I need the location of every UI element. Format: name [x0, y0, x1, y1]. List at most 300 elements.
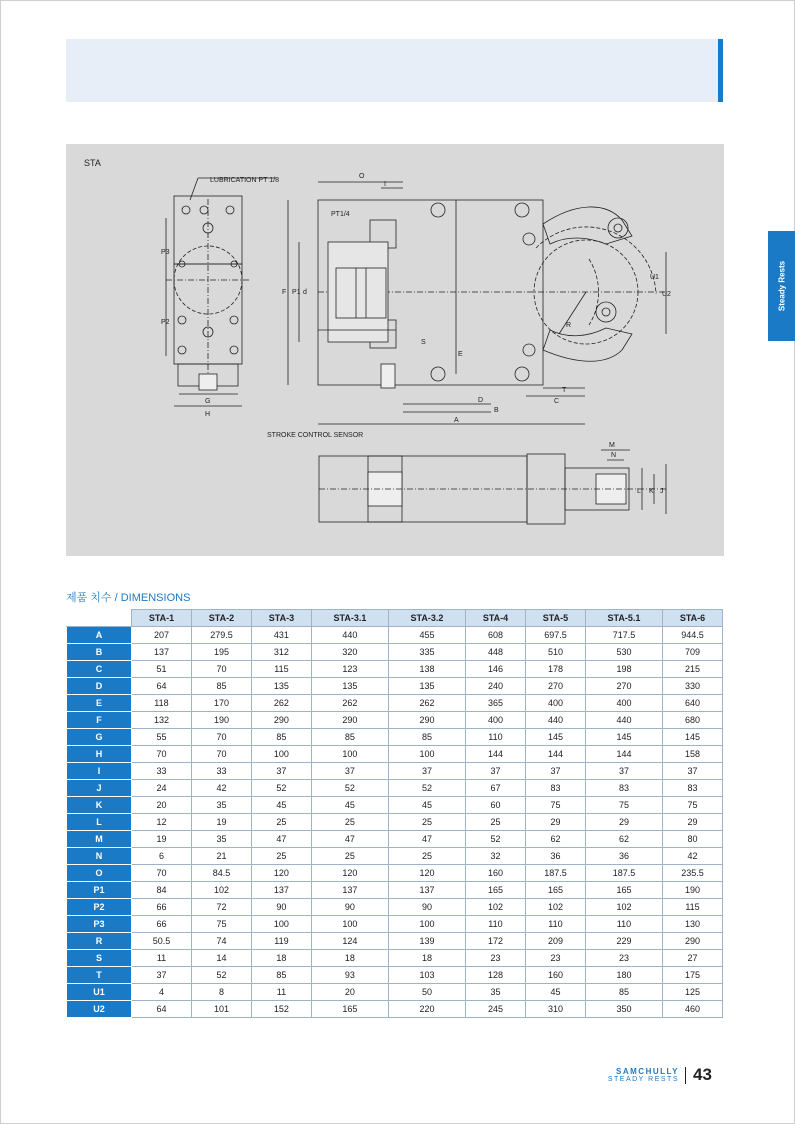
table-cell: 160 [525, 967, 585, 984]
table-row [67, 729, 723, 746]
table-cell: 165 [311, 1001, 388, 1018]
table-cell: 25 [311, 848, 388, 865]
table-cell: 187.5 [585, 865, 662, 882]
table-cell: 37 [466, 763, 526, 780]
table-cell: 47 [311, 831, 388, 848]
table-cell: 135 [388, 678, 465, 695]
drawing-svg [66, 144, 724, 556]
table-cell: 310 [525, 1001, 585, 1018]
table-cell: 83 [585, 780, 662, 797]
table-cell: 400 [466, 712, 526, 729]
table-cell: 431 [251, 627, 311, 644]
table-cell: 19 [191, 814, 251, 831]
table-row [67, 1001, 723, 1018]
table-cell: 25 [466, 814, 526, 831]
table-cell: 37 [585, 763, 662, 780]
table-cell: 717.5 [585, 627, 662, 644]
table-cell: 25 [388, 848, 465, 865]
table-row [67, 916, 723, 933]
table-cell: 55 [132, 729, 192, 746]
table-cell: 25 [311, 814, 388, 831]
row-label: L [67, 814, 132, 831]
table-cell: 128 [466, 967, 526, 984]
table-cell: 160 [466, 865, 526, 882]
dim-p1: P1 [292, 289, 301, 296]
table-cell: 220 [388, 1001, 465, 1018]
table-cell: 110 [525, 916, 585, 933]
table-cell: 52 [191, 967, 251, 984]
dim-i: I [384, 181, 386, 188]
row-label: U1 [67, 984, 132, 1001]
table-cell: 132 [132, 712, 192, 729]
footer-brand [583, 1067, 679, 1083]
dim-s: S [421, 339, 426, 346]
table-cell: 262 [311, 695, 388, 712]
table-cell: 36 [585, 848, 662, 865]
table-cell: 84 [132, 882, 192, 899]
dimensions-title: 제품 치수 / DIMENSIONS [66, 592, 191, 604]
table-cell: 24 [132, 780, 192, 797]
column-header: STA-3.1 [311, 610, 388, 627]
table-cell: 440 [311, 627, 388, 644]
row-label: A [67, 627, 132, 644]
column-header: STA-5 [525, 610, 585, 627]
dim-j: J [660, 488, 664, 495]
row-label: N [67, 848, 132, 865]
table-cell: 100 [311, 916, 388, 933]
table-row [67, 831, 723, 848]
callout-lubrication: LUBRICATION PT 1/8 [210, 177, 279, 184]
table-cell: 135 [311, 678, 388, 695]
table-cell: 101 [191, 1001, 251, 1018]
dim-c: C [554, 398, 560, 405]
table-cell: 145 [662, 729, 722, 746]
table-cell: 4 [132, 984, 192, 1001]
table-cell: 510 [525, 644, 585, 661]
table-cell: 365 [466, 695, 526, 712]
header-band [66, 39, 723, 102]
dimensions-header-row [67, 610, 723, 627]
column-header: STA-2 [191, 610, 251, 627]
table-cell: 100 [251, 916, 311, 933]
table-cell: 70 [132, 746, 192, 763]
table-cell: 103 [388, 967, 465, 984]
dim-t: T [562, 387, 567, 394]
table-cell: 270 [585, 678, 662, 695]
table-cell: 152 [251, 1001, 311, 1018]
table-cell: 45 [388, 797, 465, 814]
table-cell: 29 [525, 814, 585, 831]
table-cell: 115 [251, 661, 311, 678]
table-cell: 198 [585, 661, 662, 678]
table-cell: 11 [251, 984, 311, 1001]
table-cell: 100 [388, 916, 465, 933]
dim-f: F [282, 289, 287, 296]
table-cell: 330 [662, 678, 722, 695]
table-cell: 64 [132, 1001, 192, 1018]
table-cell: 455 [388, 627, 465, 644]
table-cell: 207 [132, 627, 192, 644]
table-cell: 290 [311, 712, 388, 729]
table-cell: 229 [585, 933, 662, 950]
table-cell: 144 [525, 746, 585, 763]
table-cell: 138 [388, 661, 465, 678]
table-cell: 125 [662, 984, 722, 1001]
dim-m: M [609, 442, 615, 449]
dim-p2: P2 [161, 319, 170, 326]
row-label: G [67, 729, 132, 746]
table-cell: 178 [525, 661, 585, 678]
table-cell: 102 [191, 882, 251, 899]
table-row [67, 950, 723, 967]
dim-d-upper: D [478, 397, 484, 404]
column-header: STA-6 [662, 610, 722, 627]
table-cell: 195 [191, 644, 251, 661]
table-cell: 42 [191, 780, 251, 797]
table-cell: 209 [525, 933, 585, 950]
table-cell: 52 [466, 831, 526, 848]
table-cell: 37 [662, 763, 722, 780]
row-label: B [67, 644, 132, 661]
table-cell: 6 [132, 848, 192, 865]
table-cell: 262 [251, 695, 311, 712]
row-label: F [67, 712, 132, 729]
table-cell: 130 [662, 916, 722, 933]
table-cell: 18 [251, 950, 311, 967]
table-cell: 144 [585, 746, 662, 763]
table-row [67, 780, 723, 797]
model-label: STA [84, 158, 101, 168]
table-cell: 35 [191, 831, 251, 848]
table-cell: 120 [251, 865, 311, 882]
table-cell: 115 [662, 899, 722, 916]
table-cell: 21 [191, 848, 251, 865]
table-cell: 118 [132, 695, 192, 712]
table-cell: 25 [251, 814, 311, 831]
table-cell: 90 [251, 899, 311, 916]
table-cell: 137 [311, 882, 388, 899]
dim-d: d [303, 289, 307, 296]
table-cell: 29 [662, 814, 722, 831]
table-cell: 35 [191, 797, 251, 814]
table-cell: 33 [132, 763, 192, 780]
row-label: K [67, 797, 132, 814]
table-cell: 120 [388, 865, 465, 882]
dim-n: N [611, 452, 617, 459]
table-cell: 100 [388, 746, 465, 763]
table-cell: 20 [132, 797, 192, 814]
column-header: STA-3 [251, 610, 311, 627]
table-cell: 350 [585, 1001, 662, 1018]
table-cell: 27 [662, 950, 722, 967]
table-cell: 62 [585, 831, 662, 848]
table-cell: 19 [132, 831, 192, 848]
table-row [67, 848, 723, 865]
table-cell: 146 [466, 661, 526, 678]
row-label: I [67, 763, 132, 780]
table-cell: 11 [132, 950, 192, 967]
table-cell: 102 [525, 899, 585, 916]
table-cell: 135 [251, 678, 311, 695]
table-cell: 42 [662, 848, 722, 865]
table-cell: 944.5 [662, 627, 722, 644]
table-cell: 83 [525, 780, 585, 797]
table-cell: 14 [191, 950, 251, 967]
table-cell: 120 [311, 865, 388, 882]
table-cell: 290 [251, 712, 311, 729]
table-cell: 37 [251, 763, 311, 780]
table-cell: 93 [311, 967, 388, 984]
table-cell: 640 [662, 695, 722, 712]
front-view [166, 178, 276, 406]
table-row [67, 746, 723, 763]
dim-u1: U1 [650, 274, 659, 281]
table-cell: 75 [662, 797, 722, 814]
table-cell: 697.5 [525, 627, 585, 644]
table-cell: 90 [311, 899, 388, 916]
table-cell: 335 [388, 644, 465, 661]
table-row [67, 644, 723, 661]
table-cell: 139 [388, 933, 465, 950]
column-header: STA-1 [132, 610, 192, 627]
table-cell: 180 [585, 967, 662, 984]
table-cell: 190 [191, 712, 251, 729]
table-cell: 290 [662, 933, 722, 950]
table-cell: 70 [191, 729, 251, 746]
table-cell: 25 [251, 848, 311, 865]
table-cell: 75 [585, 797, 662, 814]
table-row [67, 882, 723, 899]
table-cell: 440 [525, 712, 585, 729]
table-cell: 52 [388, 780, 465, 797]
table-cell: 320 [311, 644, 388, 661]
row-label: R [67, 933, 132, 950]
table-cell: 165 [525, 882, 585, 899]
table-cell: 52 [311, 780, 388, 797]
brand-tagline: STEADY RESTS [607, 1076, 679, 1083]
dim-l: L [637, 488, 641, 495]
table-cell: 100 [251, 746, 311, 763]
table-row [67, 984, 723, 1001]
dim-b: B [494, 407, 499, 414]
table-cell: 35 [466, 984, 526, 1001]
table-cell: 36 [525, 848, 585, 865]
table-cell: 33 [191, 763, 251, 780]
row-label: U2 [67, 1001, 132, 1018]
table-cell: 60 [466, 797, 526, 814]
table-row [67, 967, 723, 984]
table-cell: 52 [251, 780, 311, 797]
table-cell: 102 [466, 899, 526, 916]
dim-r: R [566, 322, 572, 329]
side-view [288, 182, 666, 424]
row-label: D [67, 678, 132, 695]
table-cell: 50 [388, 984, 465, 1001]
table-cell: 158 [662, 746, 722, 763]
row-label: T [67, 967, 132, 984]
table-cell: 709 [662, 644, 722, 661]
table-cell: 175 [662, 967, 722, 984]
table-cell: 64 [132, 678, 192, 695]
dim-o: O [359, 173, 365, 180]
row-label: P1 [67, 882, 132, 899]
table-cell: 70 [191, 746, 251, 763]
table-row [67, 627, 723, 644]
table-cell: 270 [525, 678, 585, 695]
table-cell: 190 [662, 882, 722, 899]
table-cell: 18 [388, 950, 465, 967]
table-cell: 37 [388, 763, 465, 780]
dim-g: G [205, 398, 211, 405]
table-row [67, 865, 723, 882]
table-cell: 102 [585, 899, 662, 916]
table-cell: 23 [466, 950, 526, 967]
table-cell: 262 [388, 695, 465, 712]
table-cell: 51 [132, 661, 192, 678]
table-cell: 12 [132, 814, 192, 831]
table-cell: 145 [525, 729, 585, 746]
table-cell: 165 [585, 882, 662, 899]
page-number: 43 [693, 1065, 712, 1084]
table-cell: 85 [585, 984, 662, 1001]
brand-name: SAMCHULLY [616, 1067, 679, 1076]
table-cell: 66 [132, 899, 192, 916]
table-cell: 144 [466, 746, 526, 763]
row-label: P3 [67, 916, 132, 933]
table-row [67, 899, 723, 916]
table-cell: 74 [191, 933, 251, 950]
table-cell: 45 [311, 797, 388, 814]
table-cell: 137 [251, 882, 311, 899]
table-cell: 45 [251, 797, 311, 814]
table-cell: 90 [388, 899, 465, 916]
column-header: STA-5.1 [585, 610, 662, 627]
table-cell: 37 [132, 967, 192, 984]
table-cell: 47 [251, 831, 311, 848]
table-cell: 124 [311, 933, 388, 950]
table-cell: 80 [662, 831, 722, 848]
table-cell: 70 [132, 865, 192, 882]
table-cell: 235.5 [662, 865, 722, 882]
table-cell: 75 [191, 916, 251, 933]
table-cell: 85 [311, 729, 388, 746]
dim-p3: P3 [161, 249, 170, 256]
table-cell: 123 [311, 661, 388, 678]
table-cell: 18 [311, 950, 388, 967]
table-cell: 119 [251, 933, 311, 950]
column-header: STA-3.2 [388, 610, 465, 627]
table-cell: 170 [191, 695, 251, 712]
table-row [67, 814, 723, 831]
table-cell: 85 [251, 729, 311, 746]
table-cell: 400 [525, 695, 585, 712]
row-label: J [67, 780, 132, 797]
dim-k: K [649, 488, 654, 495]
table-cell: 85 [191, 678, 251, 695]
table-cell: 279.5 [191, 627, 251, 644]
table-cell: 66 [132, 916, 192, 933]
table-cell: 448 [466, 644, 526, 661]
callout-stroke-sensor: STROKE CONTROL SENSOR [267, 432, 364, 439]
table-row [67, 763, 723, 780]
table-cell: 70 [191, 661, 251, 678]
table-cell: 680 [662, 712, 722, 729]
dimensions-table [66, 609, 723, 1018]
table-cell: 187.5 [525, 865, 585, 882]
table-cell: 290 [388, 712, 465, 729]
table-cell: 84.5 [191, 865, 251, 882]
table-row [67, 661, 723, 678]
table-cell: 32 [466, 848, 526, 865]
table-cell: 20 [311, 984, 388, 1001]
table-cell: 29 [585, 814, 662, 831]
table-cell: 460 [662, 1001, 722, 1018]
table-cell: 72 [191, 899, 251, 916]
row-label: M [67, 831, 132, 848]
table-row [67, 933, 723, 950]
table-cell: 23 [585, 950, 662, 967]
table-cell: 50.5 [132, 933, 192, 950]
table-cell: 23 [525, 950, 585, 967]
table-cell: 67 [466, 780, 526, 797]
footer-divider [685, 1067, 686, 1084]
table-cell: 440 [585, 712, 662, 729]
table-cell: 47 [388, 831, 465, 848]
table-cell: 37 [525, 763, 585, 780]
row-label: H [67, 746, 132, 763]
table-cell: 240 [466, 678, 526, 695]
top-view [319, 450, 666, 524]
section-tab[interactable] [768, 231, 795, 341]
row-label: E [67, 695, 132, 712]
table-cell: 25 [388, 814, 465, 831]
dim-a: A [454, 417, 459, 424]
table-cell: 75 [525, 797, 585, 814]
row-label: O [67, 865, 132, 882]
table-cell: 100 [311, 746, 388, 763]
header-accent-bar [718, 39, 723, 102]
dim-u2: U2 [662, 291, 671, 298]
table-cell: 608 [466, 627, 526, 644]
table-row [67, 678, 723, 695]
table-cell: 110 [585, 916, 662, 933]
table-cell: 400 [585, 695, 662, 712]
callout-pt14: PT1/4 [331, 211, 350, 218]
table-cell: 165 [466, 882, 526, 899]
table-cell: 83 [662, 780, 722, 797]
column-header: STA-4 [466, 610, 526, 627]
table-cell: 245 [466, 1001, 526, 1018]
dim-h: H [205, 411, 211, 418]
table-cell: 37 [311, 763, 388, 780]
table-cell: 137 [388, 882, 465, 899]
section-tab-label: Steady Rests [777, 260, 787, 312]
table-cell: 145 [585, 729, 662, 746]
table-cell: 85 [251, 967, 311, 984]
table-row [67, 695, 723, 712]
technical-drawing [66, 144, 724, 556]
table-cell: 8 [191, 984, 251, 1001]
row-label: S [67, 950, 132, 967]
row-label: P2 [67, 899, 132, 916]
table-cell: 62 [525, 831, 585, 848]
table-cell: 312 [251, 644, 311, 661]
table-cell: 172 [466, 933, 526, 950]
dim-e: E [458, 351, 463, 358]
table-row [67, 712, 723, 729]
table-cell: 110 [466, 729, 526, 746]
table-corner-cell [67, 610, 132, 627]
